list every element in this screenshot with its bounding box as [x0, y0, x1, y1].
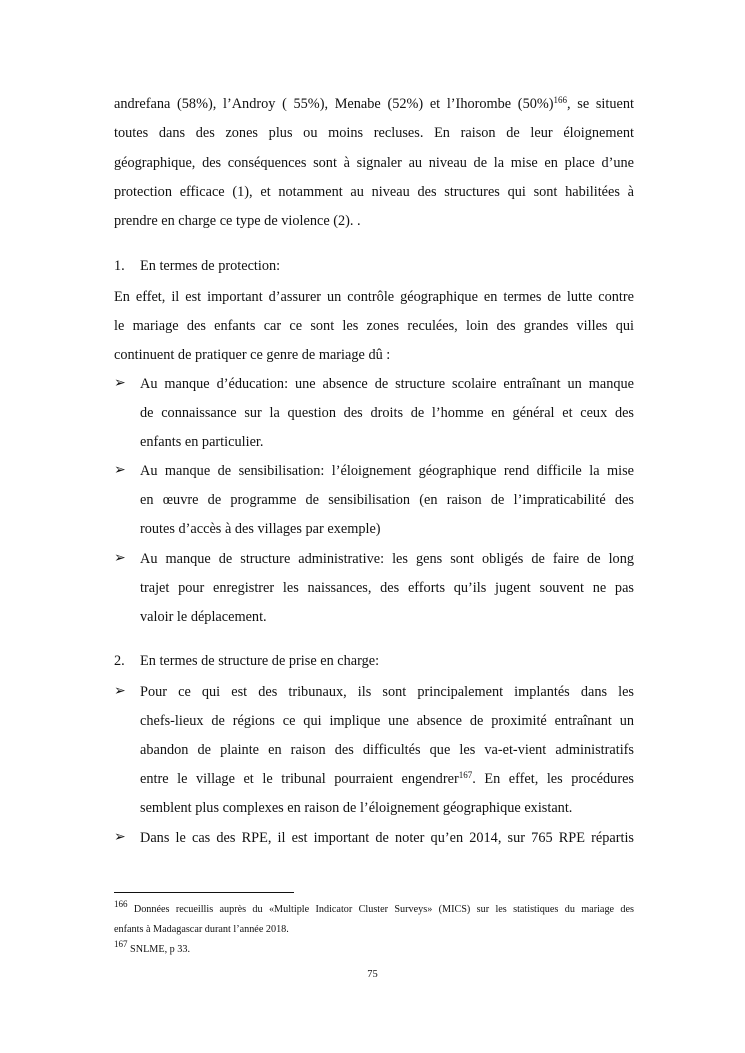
body-line: andrefana (58%), l’Androy ( 55%), Menabe (52%) et l’Ihorombe $(50\%)^{166}$, se situent: [114, 95, 634, 112]
bullet-arrow-icon: ➢: [114, 551, 126, 566]
list-item-line: en œuvre de programme de sensibilisation (en raison de l’impraticabilité des: [140, 492, 634, 508]
body-line: continuent de pratiquer ce genre de mariage dû :: [114, 347, 391, 363]
footnote-divider: [114, 892, 294, 893]
list-item-line: routes d’accès à des villages par exemple): [140, 521, 381, 537]
footnote-166-cont: enfants à Madagascar durant l’année 2018.: [114, 924, 289, 935]
body-line: prendre en charge ce type de violence (2). .: [114, 213, 361, 229]
page-number: 75: [367, 969, 378, 980]
bullet-arrow-icon: ➢: [114, 830, 126, 845]
list-item-line: Dans le cas des RPE, il est important de noter qu’en 2014, sur 765 RPE répartis: [140, 830, 634, 846]
list-item-line: chefs-lieux de régions ce qui implique une absence de proximité entraînant un: [140, 713, 634, 729]
list-item-line: valoir le déplacement.: [140, 609, 267, 625]
body-line: En effet, il est important d’assurer un contrôle géographique en termes de lutte contre: [114, 289, 634, 305]
body-line: géographique, des conséquences sont à signaler au niveau de la mise en place d’une: [114, 155, 634, 171]
footnote-ref[interactable]: 166: [553, 95, 568, 105]
section-number: 2.: [114, 653, 125, 669]
list-item-line: Pour ce qui est des tribunaux, ils sont principalement implantés dans les: [140, 684, 634, 700]
section-heading: En termes de protection:: [140, 258, 281, 274]
bullet-arrow-icon: ➢: [114, 684, 126, 699]
section-number: 1.: [114, 258, 125, 274]
footnote-166: $^{166}$ Données recueillis auprès du «Multiple Indicator Cluster Surveys» (MICS) sur les statistiques du mariage des: [114, 899, 634, 915]
section-heading: En termes de structure de prise en charge:: [140, 653, 380, 669]
body-line: protection efficace (1), et notamment au niveau des structures qui sont habilitées à: [114, 184, 634, 200]
list-item-line: semblent plus complexes en raison de l’éloignement géographique existant.: [140, 800, 573, 816]
footnote-ref[interactable]: 167: [458, 770, 473, 780]
list-item-line: Au manque de structure administrative: les gens sont obligés de faire de long: [140, 551, 634, 567]
list-item-line: Au manque de sensibilisation: l’éloignement géographique rend difficile la mise: [140, 463, 634, 479]
list-item-line: trajet pour enregistrer les naissances, des efforts qu’ils jugent souvent ne pas: [140, 580, 634, 596]
body-line: toutes dans des zones plus ou moins recluses. En raison de leur éloignement: [114, 125, 634, 141]
body-line: le mariage des enfants car ce sont les zones reculées, loin des grandes villes qui: [114, 318, 634, 334]
list-item-line: de connaissance sur la question des droits de l’homme en général et ceux des: [140, 405, 634, 421]
bullet-arrow-icon: ➢: [114, 376, 126, 391]
list-item-line: entre le village et le tribunal pourraient engendrer$^{167}$. En effet, les procédures: [140, 770, 634, 787]
list-item-line: abandon de plainte en raison des difficultés que les va-et-vient administratifs: [140, 742, 634, 758]
list-item-line: enfants en particulier.: [140, 434, 264, 450]
bullet-arrow-icon: ➢: [114, 463, 126, 478]
footnote-167: $^{167}$ SNLME, p 33.: [114, 939, 191, 955]
list-item-line: Au manque d’éducation: une absence de structure scolaire entraînant un manque: [140, 376, 634, 392]
